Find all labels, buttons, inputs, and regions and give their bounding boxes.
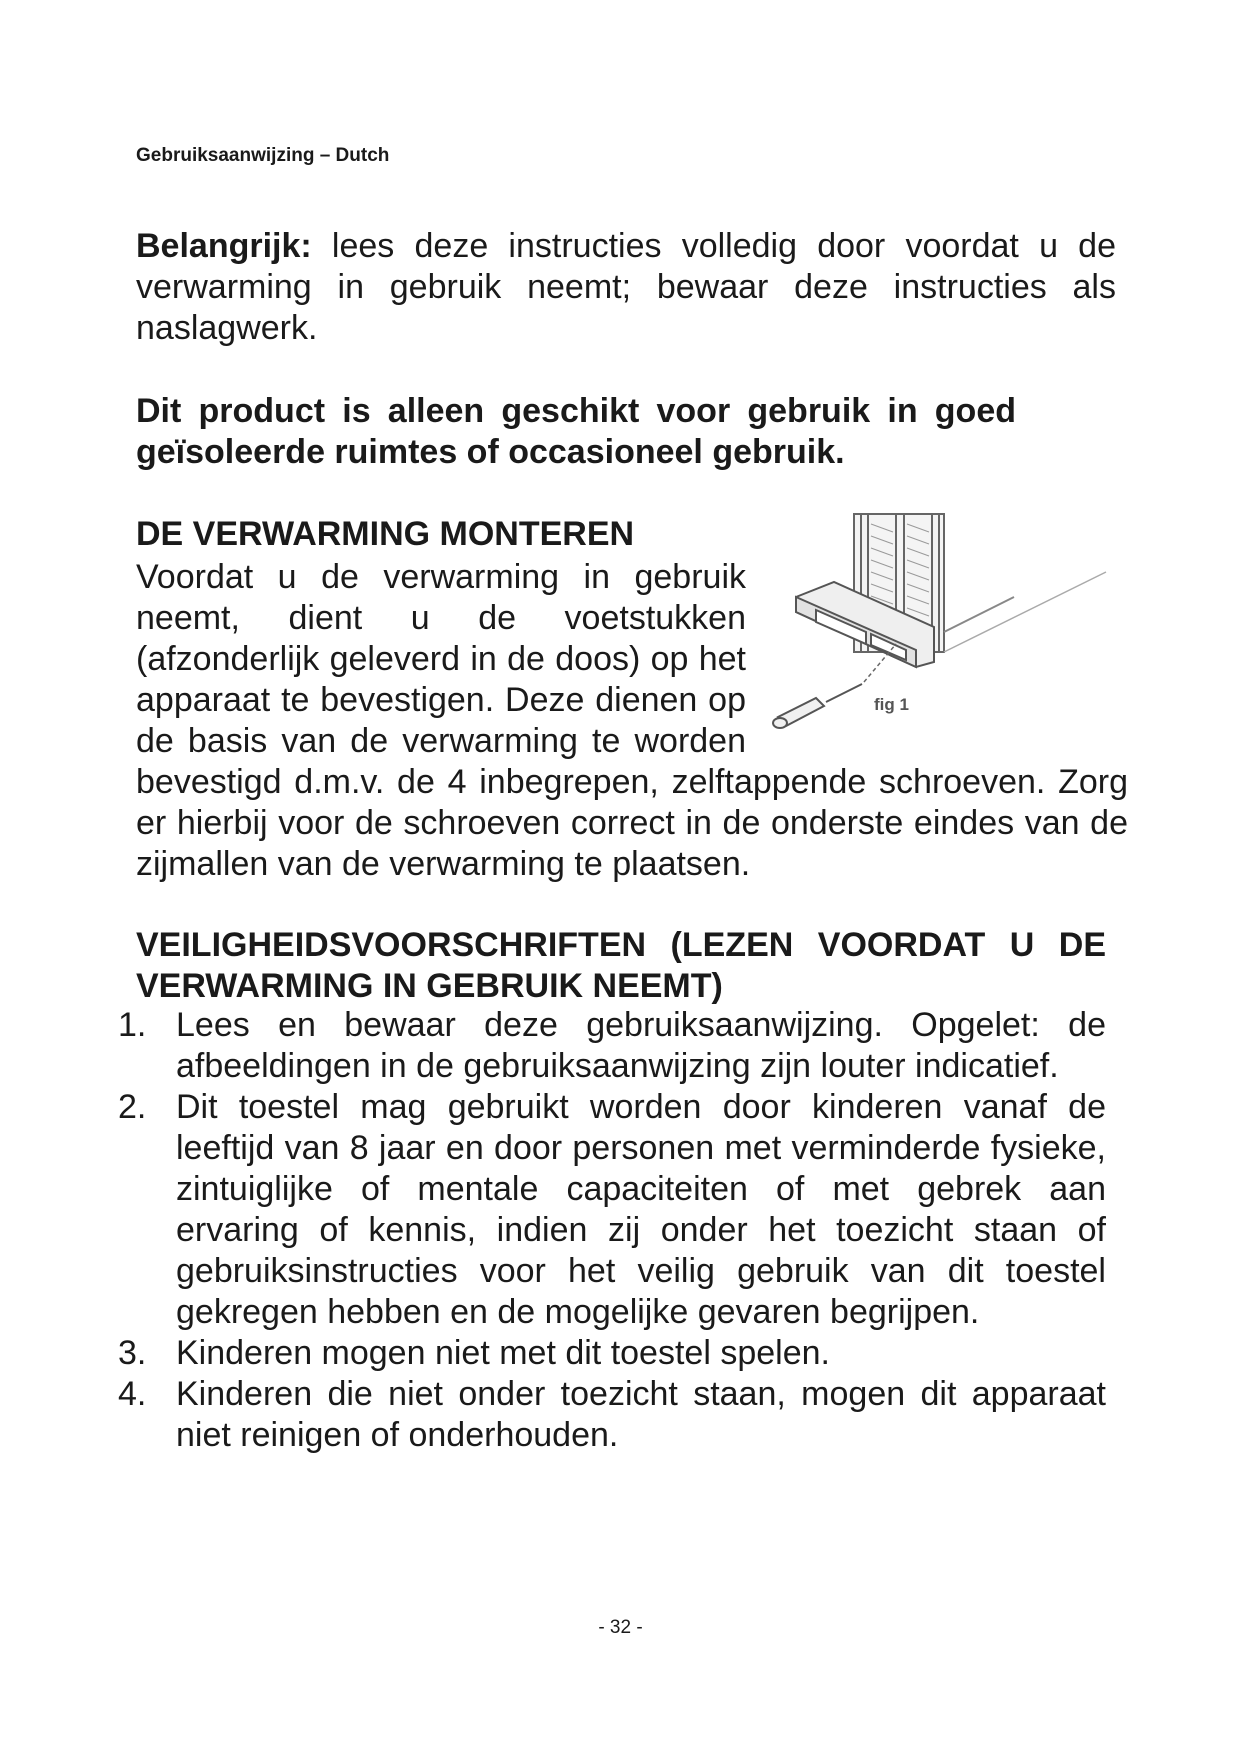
product-note: Dit product is alleen geschikt voor gebruik in goed geïsoleerde ruimtes of occasioneel gebruik. [136, 392, 1016, 471]
intro-label: Belangrijk: [136, 227, 312, 265]
list-item [118, 1087, 1106, 1333]
list-item-number: 2. [118, 1088, 147, 1126]
list-item-text: Dit toestel mag gebruikt worden door kinderen vanaf de leeftijd van 8 jaar en door personen met verminderde fysieke, zintuiglijke of mentale capaciteiten of met gebrek aan ervaring of kennis, indien zij onder het toezicht staan of gebruiksinstructies voor het veilig gebruik van dit toestel gekregen hebben en de mogelijke gevaren begrijpen. [176, 1088, 1106, 1331]
list-item-number: 1. [118, 1006, 147, 1044]
list-item [118, 1005, 1106, 1087]
figure-label: fig 1 [874, 695, 909, 714]
mount-paragraph [136, 557, 1128, 885]
page-number: - 32 - [598, 1617, 643, 1638]
safety-heading: VEILIGHEIDSVOORSCHRIFTEN (LEZEN VOORDAT U DE VERWARMING IN GEBRUIK NEEMT) [136, 926, 1106, 1005]
list-item [118, 1374, 1106, 1456]
intro-paragraph [136, 226, 1116, 349]
document-header: Gebruiksaanwijzing – Dutch [136, 145, 390, 166]
mounting-figure [756, 502, 1148, 742]
list-item-text: Lees en bewaar deze gebruiksaanwijzing. Opgelet: de afbeeldingen in de gebruiksaanwijzing zijn louter indicatief. [176, 1006, 1106, 1085]
list-item-text: Kinderen mogen niet met dit toestel spelen. [176, 1334, 830, 1372]
mount-text: Voordat u de verwarming in gebruik neemt, dient u de voetstukken (afzonderlijk geleverd in de doos) op het apparaat te bevestigen. Deze dienen op de basis van de verwarming te worden bevestigd d.m.v. de 4 inbegrepen, zelftappende schroeven. Zorg er hierbij voor de schroeven correct in de onderste eindes van de zijmallen van de verwarming te plaatsen. [136, 558, 1128, 883]
safety-list [118, 1005, 1106, 1456]
list-item-text: Kinderen die niet onder toezicht staan, mogen dit apparaat niet reinigen of onderhouden. [176, 1375, 1106, 1454]
list-item [118, 1333, 1106, 1374]
intro-text: lees deze instructies volledig door voordat u de verwarming in gebruik neemt; bewaar deze instructies als naslagwerk. [136, 227, 1116, 347]
list-item-number: 4. [118, 1375, 147, 1413]
heater-foot-illustration [756, 502, 1148, 742]
mount-heading: DE VERWARMING MONTEREN [136, 515, 635, 553]
list-item-number: 3. [118, 1334, 147, 1372]
